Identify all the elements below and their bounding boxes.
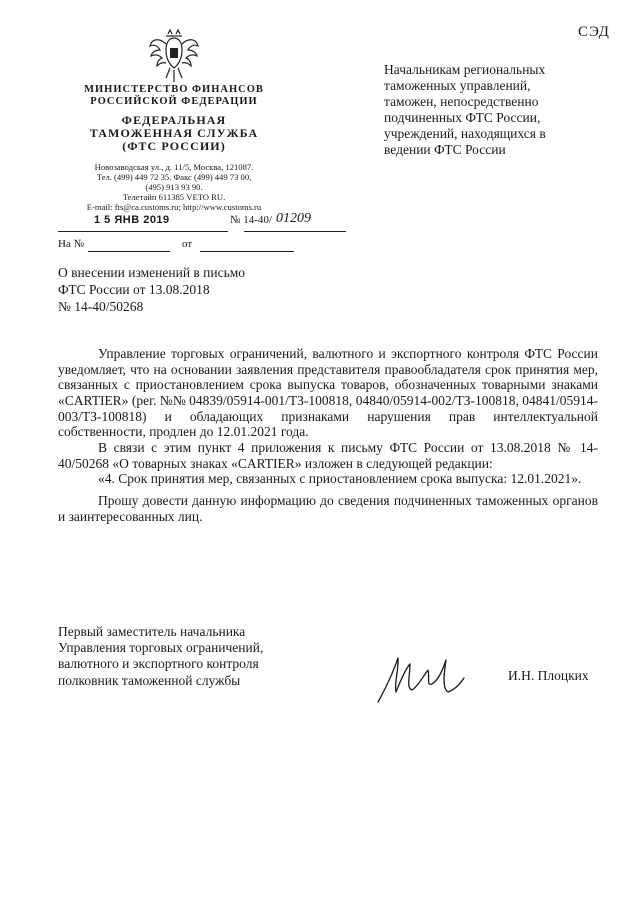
signer-line-4: полковник таможенной службы xyxy=(58,672,241,688)
service-line-3: (ФТС РОССИИ) xyxy=(122,139,226,154)
registration-number-label: № 14-40/ xyxy=(230,214,272,226)
signer-name: И.Н. Плоцких xyxy=(508,668,589,683)
contact-line-4: Телетайп 611385 VETO RU. xyxy=(122,192,226,203)
body-paragraph-4: Прошу довести данную информацию до сведения подчиненных таможенных органов и заинтересованных лиц. xyxy=(58,492,598,524)
addressee-line-3: таможен, непосредственно xyxy=(384,93,539,109)
addressee-line-1: Начальникам региональных xyxy=(384,62,546,77)
registration-date-stamp: 1 5 ЯНВ 2019 xyxy=(94,214,170,226)
coat-of-arms-icon xyxy=(148,28,200,84)
signer-line-1: Первый заместитель начальника xyxy=(58,624,246,639)
reference-date-blank xyxy=(200,251,294,252)
subject-block xyxy=(58,264,288,315)
addressee-line-6: ведении ФТС России xyxy=(384,141,506,157)
contact-info xyxy=(58,162,290,213)
addressee-line-5: учреждений, находящихся в xyxy=(384,125,546,141)
contact-line-5: E-mail: fts@ca.customs.ru; http://www.customs.ru xyxy=(86,202,262,213)
contact-line-2: Тел. (499) 449 72 35. Факс (499) 449 73 00, xyxy=(96,171,252,182)
sed-mark: СЭД xyxy=(578,24,610,40)
subject-line-3: № 14-40/50268 xyxy=(58,299,144,314)
reference-number-label: На № xyxy=(58,238,85,250)
date-underline xyxy=(58,231,228,232)
body-paragraph-3: «4. Срок принятия мер, связанных с приостановлением срока выпуска: 12.01.2021». xyxy=(98,471,582,487)
addressee-line-2: таможенных управлений, xyxy=(384,77,531,93)
registration-row xyxy=(58,211,311,232)
reference-date-label: от xyxy=(182,238,193,250)
signer-line-3: валютного и экспортного контроля xyxy=(58,656,259,672)
service-name xyxy=(58,114,290,154)
reference-row xyxy=(58,238,298,256)
contact-line-1: Новозаводская ул., д. 11/5, Москва, 121087. xyxy=(94,161,254,172)
organization-block xyxy=(58,84,290,213)
ministry-line-2: РОССИЙСКОЙ ФЕДЕРАЦИИ xyxy=(90,95,258,107)
service-line-2: ТАМОЖЕННАЯ СЛУЖБА xyxy=(89,125,259,140)
ministry-name xyxy=(58,84,290,108)
subject-line-2: ФТС России от 13.08.2018 xyxy=(58,282,210,297)
body-paragraph-2: В связи с этим пункт 4 приложения к письму ФТС России от 13.08.2018 № 14-40/50268 «О товарных знаках «CARTIER» изложен в следующей редакции: xyxy=(58,439,598,471)
service-line-1: ФЕДЕРАЛЬНАЯ xyxy=(121,112,227,127)
number-underline xyxy=(244,231,346,232)
addressee-block xyxy=(384,62,594,158)
handwritten-signature xyxy=(372,648,468,710)
signer-line-2: Управления торговых ограничений, xyxy=(58,640,264,656)
signer-title-block xyxy=(58,624,318,689)
contact-line-3: (495) 913 93 90. xyxy=(145,182,203,193)
body-paragraph-1: Управление торговых ограничений, валютного и экспортного контроля ФТС России уведомляет, что на основании заявления представителя правообладателя срок принятия мер, связанных с приостановлением срока выпуска товаров, обозначенных товарными знаками «CARTIER» (рег. №№ 04839/05914-001/ТЗ-100818, 04840/05914-002/ТЗ-100818, 04841/05914-003/ТЗ-100818) и обладающих признаками нарушения прав интеллектуальной собственности, продлен до 12.01.2021 года. xyxy=(58,346,598,440)
addressee-line-4: подчиненных ФТС России, xyxy=(384,109,541,125)
ministry-line-1: МИНИСТЕРСТВО ФИНАНСОВ xyxy=(84,84,264,95)
subject-line-1: О внесении изменений в письмо xyxy=(58,265,246,280)
letter-body xyxy=(58,346,598,524)
registration-number-handwritten: 01209 xyxy=(276,211,311,226)
reference-number-blank xyxy=(88,251,170,252)
